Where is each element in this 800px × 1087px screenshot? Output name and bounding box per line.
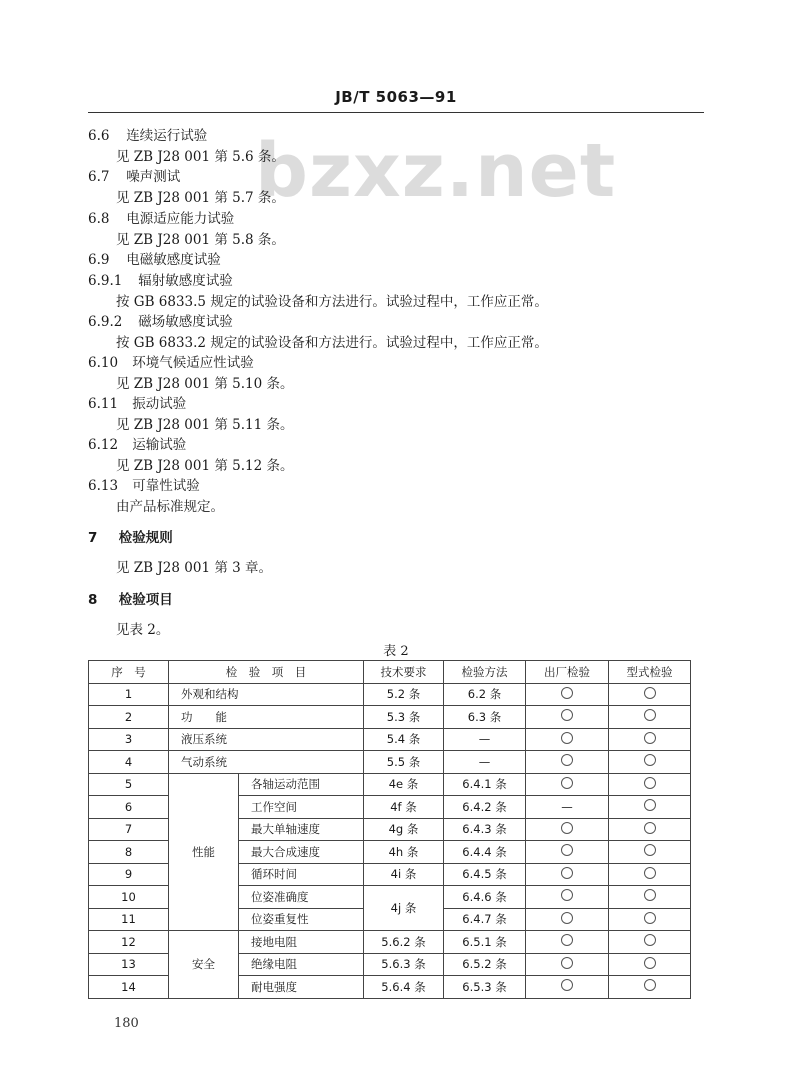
- check-circle-icon: [644, 912, 656, 924]
- cell-seq: 3: [89, 728, 169, 751]
- section-6-9-2-heading: [88, 310, 233, 330]
- cell-seq: 2: [89, 706, 169, 729]
- cell-factory: [526, 841, 609, 864]
- chapter-title: 检验项目: [118, 592, 173, 608]
- table-row: [89, 683, 691, 706]
- cell-type: [609, 953, 691, 976]
- cell-factory: [526, 773, 609, 796]
- table-row: [89, 931, 691, 954]
- cell-req: 4f 条: [364, 796, 444, 819]
- section-number: 6.6: [88, 128, 110, 144]
- cell-factory: [526, 908, 609, 931]
- section-title: 辐射敏感度试验: [138, 273, 233, 289]
- chapter-7-body: 见 ZB J28 001 第 3 章。: [116, 560, 272, 576]
- cell-factory: [526, 683, 609, 706]
- cell-method: 6.4.6 条: [444, 886, 526, 909]
- section-6-9-2-body: 按 GB 6833.2 规定的试验设备和方法进行。试验过程中，工作应正常。: [116, 335, 548, 351]
- check-circle-icon: [644, 799, 656, 811]
- cell-seq: 4: [89, 751, 169, 774]
- check-circle-icon: [644, 754, 656, 766]
- cell-type: [609, 976, 691, 999]
- chapter-8-heading: [88, 588, 173, 608]
- cell-req: 5.6.3 条: [364, 953, 444, 976]
- section-number: 6.9: [88, 252, 110, 268]
- cell-method: 6.4.5 条: [444, 863, 526, 886]
- cell-req: 5.6.4 条: [364, 976, 444, 999]
- cell-type: [609, 908, 691, 931]
- table-row: [89, 773, 691, 796]
- header-req: 技术要求: [364, 661, 444, 684]
- cell-req: 5.4 条: [364, 728, 444, 751]
- cell-group-performance: 性能: [169, 773, 239, 931]
- cell-sub-item: 各轴运动范围: [239, 773, 364, 796]
- cell-type: [609, 931, 691, 954]
- cell-type: [609, 841, 691, 864]
- cell-method: 6.4.1 条: [444, 773, 526, 796]
- section-number: 6.7: [88, 169, 110, 185]
- cell-seq: 8: [89, 841, 169, 864]
- cell-factory: [526, 818, 609, 841]
- cell-seq: 9: [89, 863, 169, 886]
- check-circle-icon: [644, 777, 656, 789]
- cell-method: 6.5.3 条: [444, 976, 526, 999]
- section-6-7-body: 见 ZB J28 001 第 5.7 条。: [116, 190, 285, 206]
- cell-factory: [526, 953, 609, 976]
- check-circle-icon: [644, 844, 656, 856]
- cell-factory: [526, 931, 609, 954]
- check-circle-icon: [561, 957, 573, 969]
- check-circle-icon: [561, 754, 573, 766]
- table-row: [89, 751, 691, 774]
- section-6-9-1-body: 按 GB 6833.5 规定的试验设备和方法进行。试验过程中，工作应正常。: [116, 294, 548, 310]
- cell-factory: [526, 863, 609, 886]
- table-header-row: [89, 661, 691, 684]
- cell-sub-item: 工作空间: [239, 796, 364, 819]
- cell-req: 5.6.2 条: [364, 931, 444, 954]
- cell-method: 6.3 条: [444, 706, 526, 729]
- cell-type: [609, 886, 691, 909]
- cell-sub-item: 位姿重复性: [239, 908, 364, 931]
- cell-seq: 6: [89, 796, 169, 819]
- page-header: JB/T 5063—91: [335, 88, 457, 106]
- section-title: 振动试验: [132, 396, 187, 412]
- section-number: 6.9.1: [88, 273, 123, 289]
- cell-type: [609, 751, 691, 774]
- section-number: 6.12: [88, 437, 119, 453]
- cell-seq: 7: [89, 818, 169, 841]
- cell-type: [609, 863, 691, 886]
- cell-factory: [526, 976, 609, 999]
- header-method: 检验方法: [444, 661, 526, 684]
- check-circle-icon: [561, 709, 573, 721]
- header-factory: 出厂检验: [526, 661, 609, 684]
- cell-sub-item: 最大合成速度: [239, 841, 364, 864]
- cell-factory: [526, 728, 609, 751]
- check-circle-icon: [644, 889, 656, 901]
- section-title: 环境气候适应性试验: [132, 355, 254, 371]
- header-seq: 序 号: [89, 661, 169, 684]
- check-circle-icon: [561, 687, 573, 699]
- section-title: 运输试验: [132, 437, 187, 453]
- header-type: 型式检验: [609, 661, 691, 684]
- page-number: 180: [114, 1016, 139, 1031]
- section-number: 6.8: [88, 211, 110, 227]
- cell-method: 6.5.1 条: [444, 931, 526, 954]
- header-rule: [88, 112, 704, 113]
- section-title: 电磁敏感度试验: [126, 252, 221, 268]
- cell-req: 4h 条: [364, 841, 444, 864]
- table-row: [89, 706, 691, 729]
- check-circle-icon: [561, 867, 573, 879]
- chapter-8-body: 见表 2。: [116, 622, 170, 638]
- section-title: 磁场敏感度试验: [138, 314, 233, 330]
- cell-sub-item: 耐电强度: [239, 976, 364, 999]
- cell-seq: 14: [89, 976, 169, 999]
- cell-seq: 11: [89, 908, 169, 931]
- section-6-9-heading: [88, 248, 221, 268]
- cell-item: 液压系统: [169, 728, 364, 751]
- cell-method: 6.4.4 条: [444, 841, 526, 864]
- section-6-8-body: 见 ZB J28 001 第 5.8 条。: [116, 232, 285, 248]
- section-6-13-body: 由产品标准规定。: [116, 499, 224, 515]
- chapter-title: 检验规则: [118, 530, 173, 546]
- cell-type: [609, 773, 691, 796]
- section-6-13-heading: [88, 474, 200, 494]
- check-circle-icon: [561, 889, 573, 901]
- cell-sub-item: 绝缘电阻: [239, 953, 364, 976]
- check-circle-icon: [644, 979, 656, 991]
- check-circle-icon: [561, 979, 573, 991]
- check-circle-icon: [561, 732, 573, 744]
- section-6-9-1-heading: [88, 269, 233, 289]
- section-6-6-body: 见 ZB J28 001 第 5.6 条。: [116, 149, 285, 165]
- section-number: 6.11: [88, 396, 119, 412]
- cell-method: —: [444, 728, 526, 751]
- cell-item: 外观和结构: [169, 683, 364, 706]
- section-title: 可靠性试验: [132, 478, 200, 494]
- check-circle-icon: [644, 732, 656, 744]
- watermark: bzxz.net: [255, 128, 617, 214]
- cell-req: 4j 条: [364, 886, 444, 931]
- check-circle-icon: [561, 844, 573, 856]
- inspection-items-table: [88, 660, 691, 999]
- cell-factory: [526, 886, 609, 909]
- cell-item: 气动系统: [169, 751, 364, 774]
- chapter-7-heading: [88, 526, 173, 546]
- check-circle-icon: [644, 687, 656, 699]
- cell-seq: 13: [89, 953, 169, 976]
- cell-seq: 1: [89, 683, 169, 706]
- cell-req: 4g 条: [364, 818, 444, 841]
- cell-type: [609, 706, 691, 729]
- cell-req: 5.2 条: [364, 683, 444, 706]
- section-6-11-heading: [88, 392, 186, 412]
- cell-type: [609, 796, 691, 819]
- cell-seq: 10: [89, 886, 169, 909]
- table-row: [89, 728, 691, 751]
- cell-seq: 12: [89, 931, 169, 954]
- section-6-11-body: 见 ZB J28 001 第 5.11 条。: [116, 417, 294, 433]
- cell-method: 6.4.2 条: [444, 796, 526, 819]
- cell-item: 功 能: [169, 706, 364, 729]
- section-title: 噪声测试: [126, 169, 181, 185]
- check-circle-icon: [644, 709, 656, 721]
- cell-req: 5.3 条: [364, 706, 444, 729]
- cell-req: 5.5 条: [364, 751, 444, 774]
- table-caption: 表 2: [383, 644, 409, 659]
- cell-group-safety: 安全: [169, 931, 239, 999]
- cell-factory: —: [526, 796, 609, 819]
- check-circle-icon: [561, 934, 573, 946]
- section-6-10-body: 见 ZB J28 001 第 5.10 条。: [116, 376, 294, 392]
- section-title: 连续运行试验: [126, 128, 208, 144]
- section-6-12-body: 见 ZB J28 001 第 5.12 条。: [116, 458, 294, 474]
- section-6-10-heading: [88, 351, 254, 371]
- chapter-number: 8: [88, 592, 98, 608]
- check-circle-icon: [561, 777, 573, 789]
- section-6-7-heading: [88, 165, 180, 185]
- check-circle-icon: [561, 822, 573, 834]
- cell-method: 6.2 条: [444, 683, 526, 706]
- cell-type: [609, 818, 691, 841]
- cell-factory: [526, 706, 609, 729]
- cell-factory: [526, 751, 609, 774]
- section-6-8-heading: [88, 207, 234, 227]
- section-6-6-heading: [88, 124, 207, 144]
- cell-sub-item: 位姿准确度: [239, 886, 364, 909]
- cell-type: [609, 683, 691, 706]
- cell-method: 6.4.7 条: [444, 908, 526, 931]
- section-title: 电源适应能力试验: [126, 211, 235, 227]
- cell-sub-item: 最大单轴速度: [239, 818, 364, 841]
- check-circle-icon: [644, 822, 656, 834]
- cell-sub-item: 循环时间: [239, 863, 364, 886]
- check-circle-icon: [644, 957, 656, 969]
- cell-req: 4i 条: [364, 863, 444, 886]
- check-circle-icon: [644, 867, 656, 879]
- check-circle-icon: [644, 934, 656, 946]
- cell-method: 6.4.3 条: [444, 818, 526, 841]
- chapter-number: 7: [88, 530, 98, 546]
- cell-method: 6.5.2 条: [444, 953, 526, 976]
- cell-seq: 5: [89, 773, 169, 796]
- section-number: 6.10: [88, 355, 119, 371]
- section-number: 6.13: [88, 478, 119, 494]
- header-item: 检 验 项 目: [169, 661, 364, 684]
- cell-type: [609, 728, 691, 751]
- cell-sub-item: 接地电阻: [239, 931, 364, 954]
- check-circle-icon: [561, 912, 573, 924]
- cell-req: 4e 条: [364, 773, 444, 796]
- section-number: 6.9.2: [88, 314, 123, 330]
- section-6-12-heading: [88, 433, 186, 453]
- cell-method: —: [444, 751, 526, 774]
